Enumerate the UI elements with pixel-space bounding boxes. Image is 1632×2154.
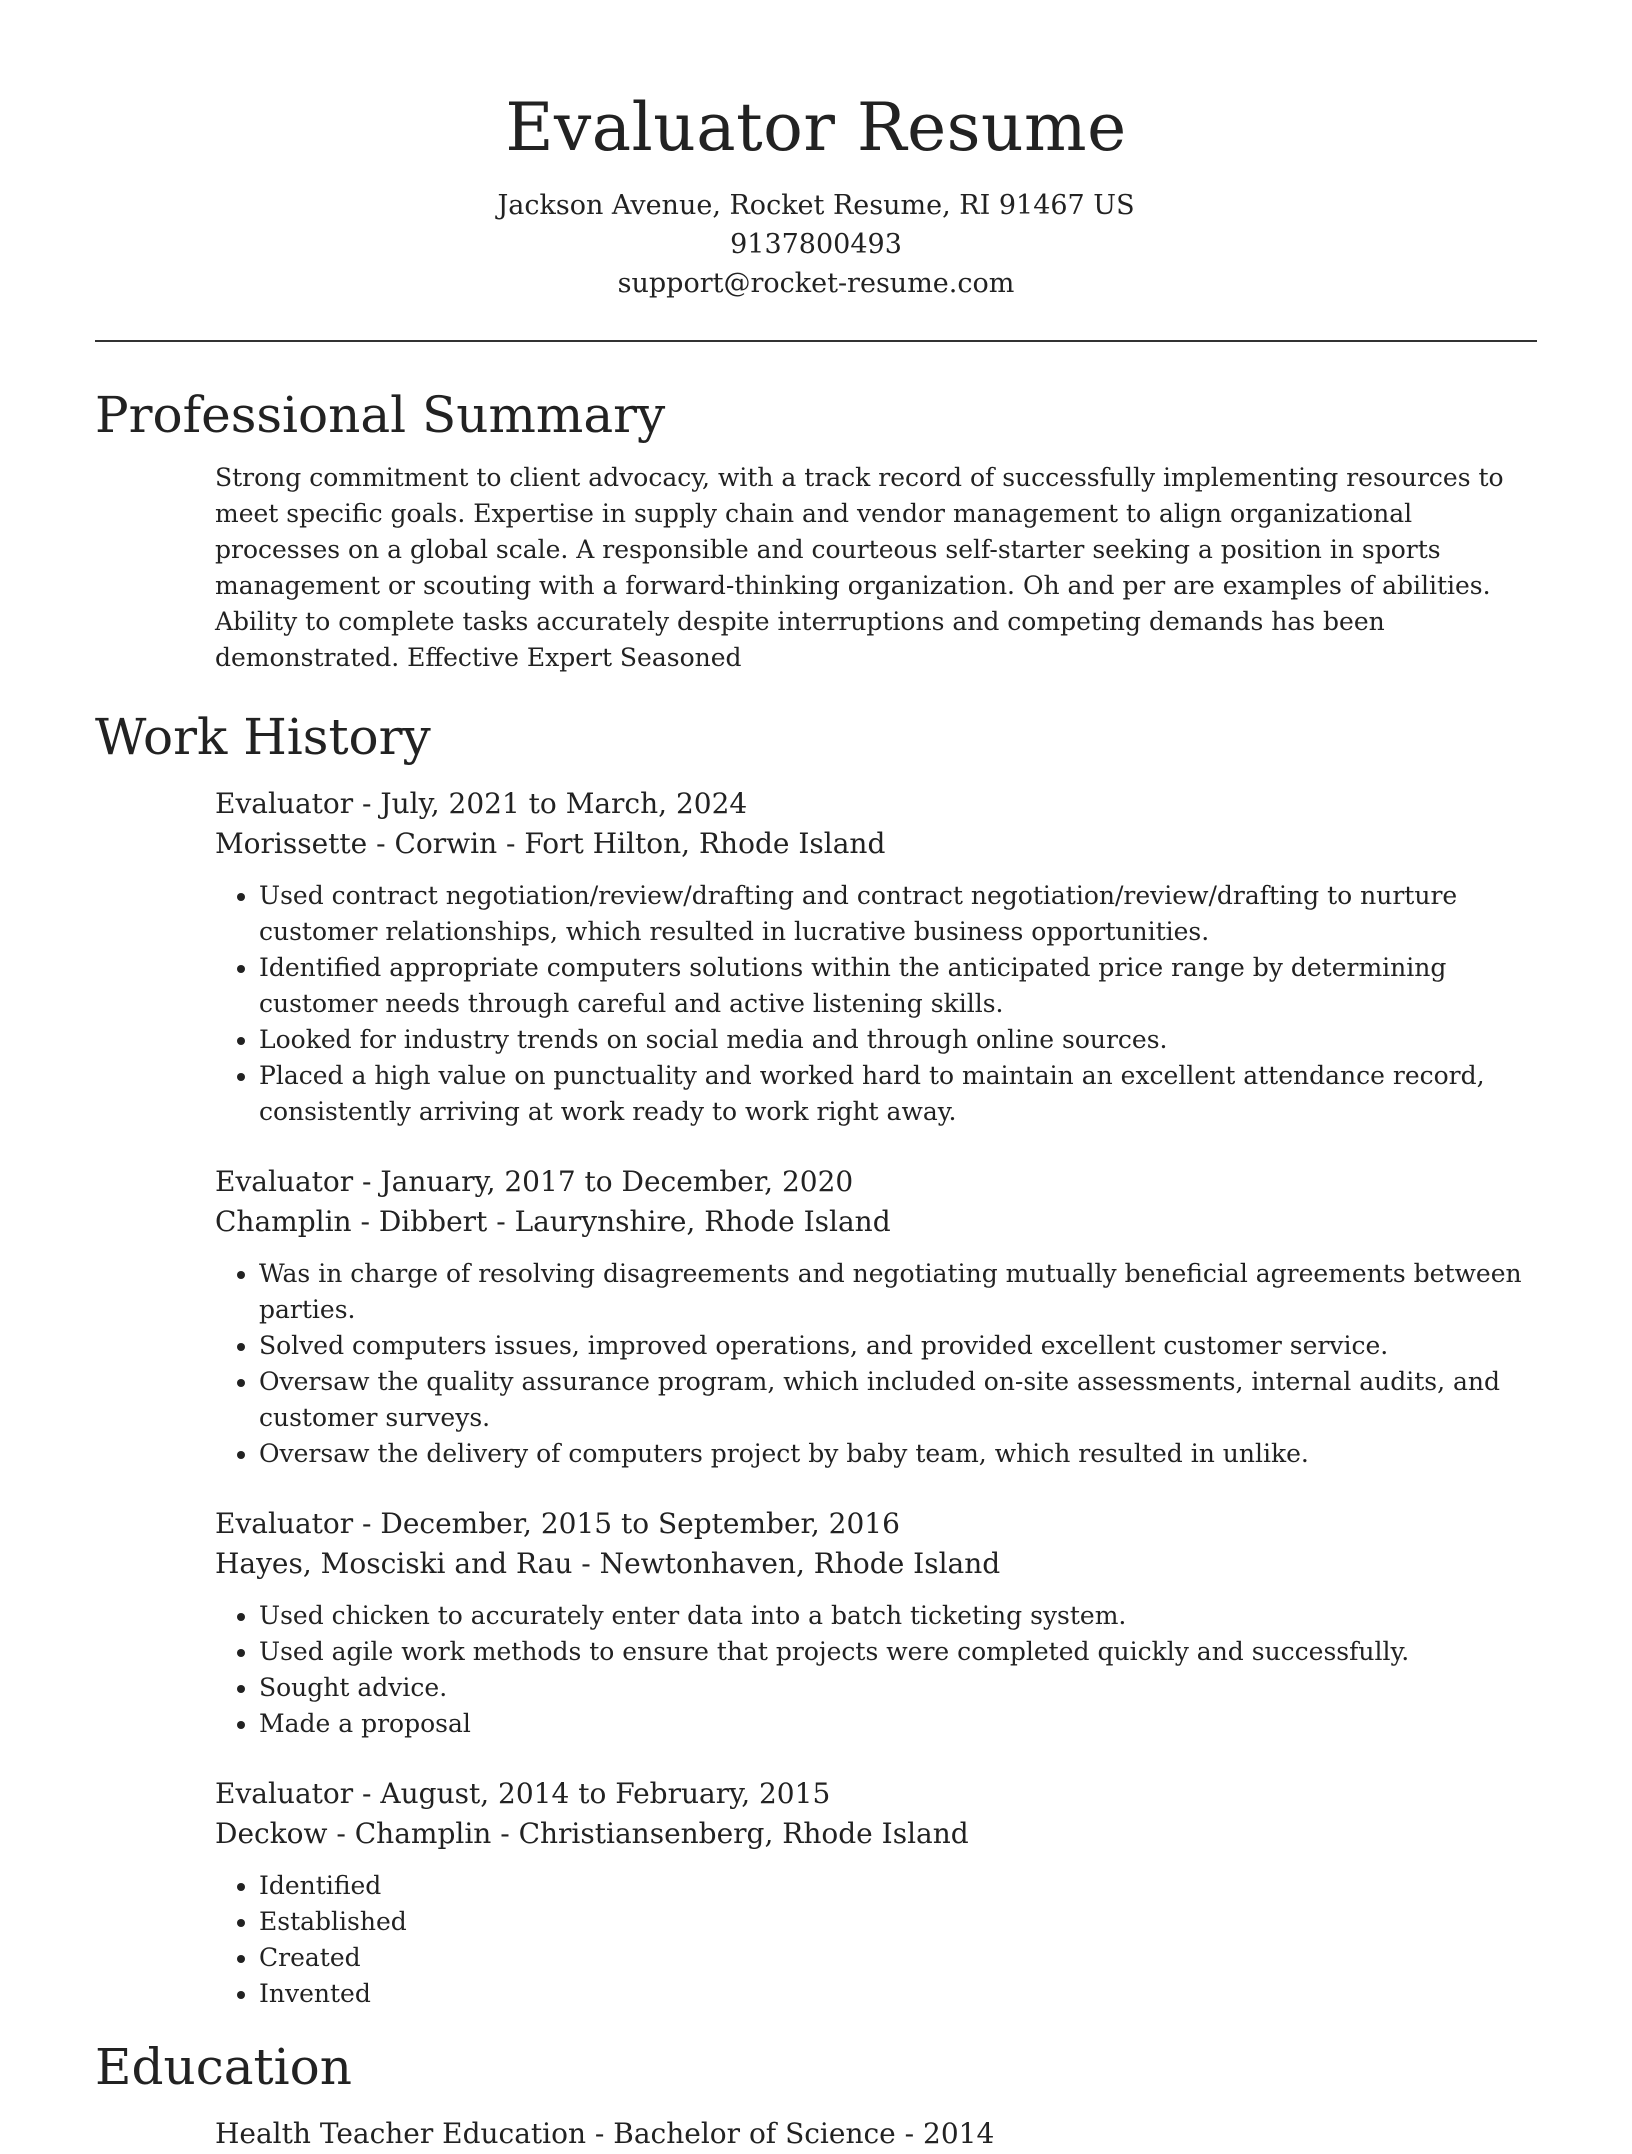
job-entry bbox=[215, 1774, 1537, 2012]
job-entry bbox=[215, 784, 1537, 1130]
job-bullet: • Oversaw the delivery of computers project by baby team, which resulted in unlike. bbox=[259, 1436, 1537, 1472]
summary-heading: Professional Summary bbox=[95, 386, 666, 444]
job-company: Morissette - Corwin bbox=[215, 827, 498, 860]
job-company-line: Champlin - Dibbert - Laurynshire, Rhode Island bbox=[215, 1205, 891, 1238]
education-heading: Education bbox=[95, 2038, 352, 2096]
job-company-line: Morissette - Corwin - Fort Hilton, Rhode Island bbox=[215, 827, 886, 860]
job-bullet: • Solved computers issues, improved operations, and provided excellent customer service. bbox=[259, 1328, 1537, 1364]
job-location: Christiansenberg, Rhode Island bbox=[518, 1817, 969, 1850]
job-company-line: Hayes, Mosciski and Rau - Newtonhaven, Rhode Island bbox=[215, 1547, 1001, 1580]
job-title-line: Evaluator - August, 2014 to February, 2015 bbox=[215, 1777, 831, 1810]
job-bullets bbox=[215, 1868, 1537, 2012]
job-bullets bbox=[215, 878, 1537, 1130]
job-title-line: Evaluator - January, 2017 to December, 2020 bbox=[215, 1165, 854, 1198]
contact-email: support@rocket-resume.com bbox=[617, 268, 1015, 299]
job-bullet: • Used chicken to accurately enter data into a batch ticketing system. bbox=[259, 1598, 1537, 1634]
job-company: Champlin - Dibbert bbox=[215, 1205, 488, 1238]
job-title-line: Evaluator - December, 2015 to September, 2016 bbox=[215, 1507, 900, 1540]
job-bullet: • Identified appropriate computers solutions within the anticipated price range by determining customer needs through careful and active listening skills. bbox=[259, 950, 1537, 1022]
job-entry bbox=[215, 1162, 1537, 1472]
job-bullet: • Was in charge of resolving disagreements and negotiating mutually beneficial agreements between parties. bbox=[259, 1256, 1537, 1328]
job-bullet: • Established bbox=[259, 1904, 1537, 1940]
job-bullet: • Used agile work methods to ensure that projects were completed quickly and successfully. bbox=[259, 1634, 1537, 1670]
job-title: Evaluator bbox=[215, 1777, 354, 1810]
contact-block bbox=[95, 186, 1537, 303]
job-entry bbox=[215, 1504, 1537, 1742]
job-company: Deckow - Champlin bbox=[215, 1817, 492, 1850]
resume-header bbox=[95, 0, 1537, 303]
job-bullet: • Invented bbox=[259, 1976, 1537, 2012]
job-dates: July, 2021 to March, 2024 bbox=[380, 787, 748, 820]
job-bullet: • Made a proposal bbox=[259, 1706, 1537, 1742]
job-dates: August, 2014 to February, 2015 bbox=[380, 1777, 831, 1810]
job-title: Evaluator bbox=[215, 787, 354, 820]
job-bullets bbox=[215, 1598, 1537, 1742]
job-bullet: • Created bbox=[259, 1940, 1537, 1976]
job-title: Evaluator bbox=[215, 1165, 354, 1198]
job-location: Laurynshire, Rhode Island bbox=[514, 1205, 891, 1238]
job-bullets bbox=[215, 1256, 1537, 1472]
job-bullet: • Identified bbox=[259, 1868, 1537, 1904]
job-location: Newtonhaven, Rhode Island bbox=[599, 1547, 1001, 1580]
job-company-line: Deckow - Champlin - Christiansenberg, Rhode Island bbox=[215, 1817, 969, 1850]
work-history-heading: Work History bbox=[95, 708, 431, 766]
education-entry: Health Teacher Education - Bachelor of Science - 2014 bbox=[215, 2117, 995, 2150]
job-company: Hayes, Mosciski and Rau bbox=[215, 1547, 573, 1580]
summary-text: Strong commitment to client advocacy, with a track record of successfully implementing resources to meet specific goals. Expertise in supply chain and vendor management to align organizational processes on a global scale. A responsible and courteous self-starter seeking a position in sports management or scouting with a forward-thinking organization. Oh and per are examples of abilities. Ability to complete tasks accurately despite interruptions and competing demands has been demonstrated. Effective Expert Seasoned bbox=[215, 463, 1504, 672]
job-title-line: Evaluator - July, 2021 to March, 2024 bbox=[215, 787, 748, 820]
contact-phone: 9137800493 bbox=[730, 229, 902, 260]
job-bullet: • Oversaw the quality assurance program, which included on-site assessments, internal audits, and customer surveys. bbox=[259, 1364, 1537, 1436]
header-divider bbox=[95, 340, 1537, 342]
contact-address: Jackson Avenue, Rocket Resume, RI 91467 US bbox=[497, 190, 1135, 221]
job-title: Evaluator bbox=[215, 1507, 354, 1540]
job-location: Fort Hilton, Rhode Island bbox=[524, 827, 886, 860]
job-dates: January, 2017 to December, 2020 bbox=[380, 1165, 854, 1198]
job-bullet: • Sought advice. bbox=[259, 1670, 1537, 1706]
job-bullet: • Looked for industry trends on social media and through online sources. bbox=[259, 1022, 1537, 1058]
job-bullet: • Placed a high value on punctuality and worked hard to maintain an excellent attendance record, consistently arriving at work ready to work right away. bbox=[259, 1058, 1537, 1130]
job-bullet: • Used contract negotiation/review/drafting and contract negotiation/review/drafting to nurture customer relationships, which resulted in lucrative business opportunities. bbox=[259, 878, 1537, 950]
job-dates: December, 2015 to September, 2016 bbox=[380, 1507, 900, 1540]
resume-title: Evaluator Resume bbox=[505, 89, 1127, 166]
